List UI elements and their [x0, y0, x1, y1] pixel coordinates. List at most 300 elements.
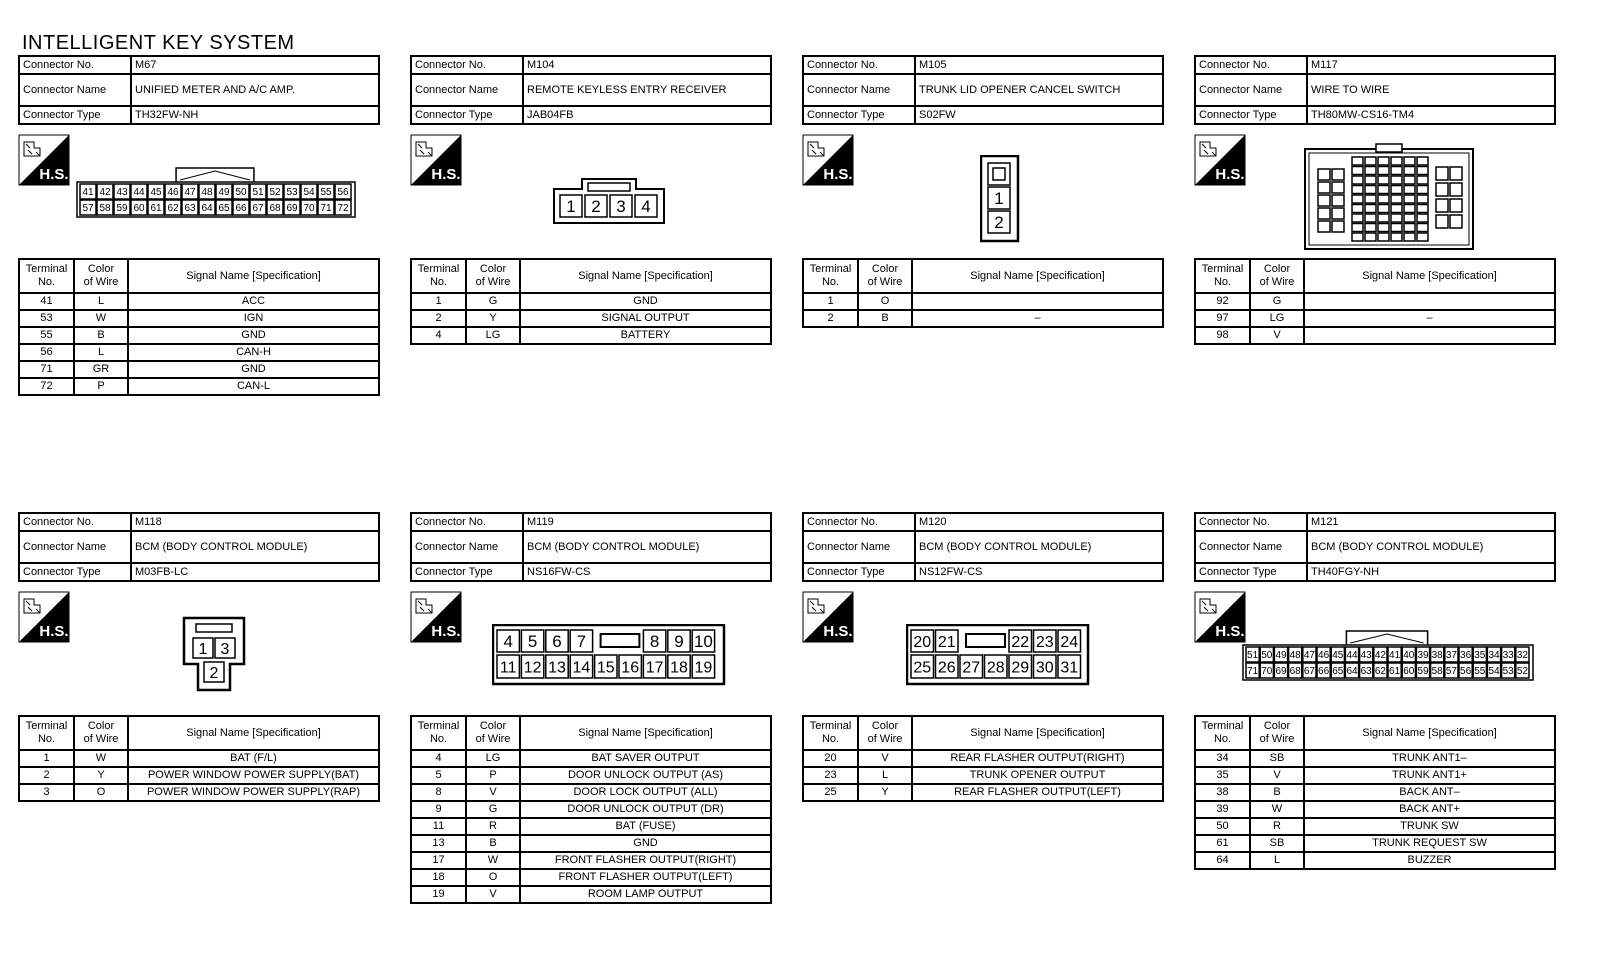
table-row: [803, 750, 1163, 767]
pin-number: 24: [1060, 633, 1079, 651]
connector-pin: [1365, 233, 1376, 241]
connector-name-label: Connector Name: [1195, 74, 1307, 106]
terminal-no-header: [803, 716, 858, 750]
table-row: [19, 310, 379, 327]
pin-number: 64: [1346, 666, 1358, 678]
terminal-no-cell: 9: [411, 801, 466, 818]
color-header-line2: of Wire: [83, 276, 119, 288]
wire-color-cell: W: [466, 852, 520, 869]
signal-name-cell: [1304, 293, 1555, 310]
pin-number: 56: [337, 187, 349, 199]
connector-no-row: [411, 513, 771, 531]
signal-table-header: [19, 716, 379, 750]
pin-number: 4: [503, 632, 513, 652]
terminal-header-line2: No.: [1213, 276, 1232, 288]
terminal-no-cell: 61: [1195, 835, 1250, 852]
connector-name-label: Connector Name: [19, 531, 131, 563]
connector-pin: [1404, 214, 1415, 222]
connector-block: [410, 55, 772, 341]
terminal-header-line1: Terminal: [417, 263, 460, 275]
signal-name-cell: DOOR LOCK OUTPUT (ALL): [520, 784, 771, 801]
connector-pin: [1365, 167, 1376, 175]
connector-pin: [1404, 205, 1415, 213]
color-header-line1: Color: [1263, 720, 1291, 732]
connector-type-label: Connector Type: [411, 563, 523, 581]
table-row: [1195, 310, 1555, 327]
signal-table-header: [19, 259, 379, 293]
signal-table-header: [803, 259, 1163, 293]
connector-pin: [1404, 233, 1415, 241]
connector-pin: [1417, 233, 1428, 241]
harness-side-icon: [802, 134, 854, 186]
pin-number: 49: [1275, 650, 1287, 662]
terminal-no-cell: 1: [411, 293, 466, 310]
connector-name-value: BCM (BODY CONTROL MODULE): [131, 531, 379, 563]
terminal-header-line2: No.: [37, 733, 56, 745]
color-header-line2: of Wire: [1259, 733, 1295, 745]
table-row: [19, 361, 379, 378]
connector-pin: [1352, 167, 1363, 175]
connector-pin: [1391, 157, 1402, 165]
connector-pin: [1378, 167, 1389, 175]
connector-block: [18, 512, 380, 798]
table-row: [411, 818, 771, 835]
pin-number: 45: [1332, 650, 1344, 662]
connector-type-value: S02FW: [915, 106, 1163, 124]
connector-type-label: Connector Type: [19, 563, 131, 581]
connector-pin: [1391, 176, 1402, 184]
connector-pin: [1450, 167, 1462, 180]
signal-table-header: [1195, 259, 1555, 293]
pin-number: 4: [641, 197, 651, 217]
pin-number: 66: [235, 203, 247, 215]
connector-no-value: M105: [915, 56, 1163, 74]
connector-type-value: NS12FW-CS: [915, 563, 1163, 581]
connector-header-table: [410, 55, 772, 125]
signal-name-cell: –: [1304, 310, 1555, 327]
color-header: [1250, 716, 1304, 750]
signal-name-cell: [1304, 327, 1555, 344]
connector-pin: [1450, 183, 1462, 196]
color-header-line1: Color: [479, 263, 507, 275]
pin-number: 49: [218, 187, 230, 199]
terminal-no-header: [803, 259, 858, 293]
harness-side-icon: [18, 591, 70, 643]
pin-number: 38: [1431, 650, 1443, 662]
pin-number: 62: [1374, 666, 1386, 678]
table-row: [411, 767, 771, 784]
signal-name-cell: BAT (FUSE): [520, 818, 771, 835]
connector-header-table: [410, 512, 772, 582]
signal-name-cell: POWER WINDOW POWER SUPPLY(BAT): [128, 767, 379, 784]
connector-pin: [1417, 214, 1428, 222]
table-row: [411, 801, 771, 818]
terminal-header-line2: No.: [1213, 733, 1232, 745]
connector-pin: [1417, 195, 1428, 203]
wire-color-cell: G: [466, 801, 520, 818]
terminal-no-header: [19, 716, 74, 750]
wire-color-cell: V: [1250, 327, 1304, 344]
pin-number: 72: [337, 203, 349, 215]
connector-no-label: Connector No.: [803, 513, 915, 531]
connector-pin: [1352, 157, 1363, 165]
wire-color-cell: V: [858, 750, 912, 767]
connector-pin: [1365, 157, 1376, 165]
connector-pin: [1332, 195, 1344, 206]
terminal-header-line1: Terminal: [25, 720, 68, 732]
signal-table-header: [411, 716, 771, 750]
terminal-no-cell: 39: [1195, 801, 1250, 818]
wire-color-cell: SB: [1250, 835, 1304, 852]
connector-pin: [1378, 186, 1389, 194]
terminal-header-line2: No.: [37, 276, 56, 288]
pin-number: 46: [1318, 650, 1330, 662]
connector-no-row: [1195, 56, 1555, 74]
wire-color-cell: L: [1250, 852, 1304, 869]
pin-number: 25: [913, 659, 932, 677]
signal-name-cell: BATTERY: [520, 327, 771, 344]
connector-name-label: Connector Name: [803, 74, 915, 106]
pin-number: 67: [1303, 666, 1315, 678]
wire-color-cell: B: [1250, 784, 1304, 801]
pin-number: 52: [1516, 666, 1528, 678]
pin-number: 59: [116, 203, 128, 215]
connector-type-label: Connector Type: [803, 563, 915, 581]
pin-number: 70: [303, 203, 315, 215]
connector-type-row: [411, 563, 771, 581]
connector-no-label: Connector No.: [1195, 56, 1307, 74]
pin-number: 6: [552, 632, 562, 652]
pin-number: 22: [1011, 633, 1030, 651]
connector-type-value: NS16FW-CS: [523, 563, 771, 581]
connector-name-row: [19, 531, 379, 563]
signal-name-cell: –: [912, 310, 1163, 327]
connector-pin: [1404, 195, 1415, 203]
terminal-no-cell: 92: [1195, 293, 1250, 310]
terminal-no-cell: 19: [411, 886, 466, 903]
signal-name-cell: DOOR UNLOCK OUTPUT (DR): [520, 801, 771, 818]
connector-type-label: Connector Type: [19, 106, 131, 124]
connector-pin: [1404, 157, 1415, 165]
wire-color-cell: L: [74, 344, 128, 361]
terminal-no-header: [411, 259, 466, 293]
terminal-no-cell: 2: [411, 310, 466, 327]
connector-pin: [1378, 224, 1389, 232]
connector-no-row: [411, 56, 771, 74]
connector-header-table: [802, 512, 1164, 582]
signal-name-cell: BAT SAVER OUTPUT: [520, 750, 771, 767]
pin-number: 1: [994, 189, 1004, 209]
color-header-line1: Color: [87, 720, 115, 732]
connector-pin: [1378, 233, 1389, 241]
signal-name-cell: SIGNAL OUTPUT: [520, 310, 771, 327]
table-row: [803, 767, 1163, 784]
table-row: [19, 750, 379, 767]
connector-type-label: Connector Type: [1195, 563, 1307, 581]
pin-number: 57: [1445, 666, 1457, 678]
connector-name-row: [803, 74, 1163, 106]
table-row: [411, 750, 771, 767]
signal-name-cell: GND: [520, 293, 771, 310]
pin-number: 17: [645, 659, 664, 677]
color-header-line1: Color: [479, 720, 507, 732]
pin-number: 67: [252, 203, 264, 215]
pin-number: 2: [591, 197, 601, 217]
wire-color-cell: GR: [74, 361, 128, 378]
connector-pin: [1365, 176, 1376, 184]
table-row: [411, 886, 771, 903]
connector-header-table: [1194, 512, 1556, 582]
terminal-no-cell: 18: [411, 869, 466, 886]
connector-no-value: M118: [131, 513, 379, 531]
connector-no-value: M121: [1307, 513, 1555, 531]
connector-pin: [1404, 186, 1415, 194]
pin-number: 33: [1502, 650, 1514, 662]
signal-table: [18, 715, 380, 802]
connector-block: [1194, 512, 1556, 866]
terminal-no-cell: 41: [19, 293, 74, 310]
wire-color-cell: O: [858, 293, 912, 310]
table-row: [411, 835, 771, 852]
terminal-no-cell: 17: [411, 852, 466, 869]
pin-number: 41: [82, 187, 94, 199]
signal-name-cell: BACK ANT–: [1304, 784, 1555, 801]
signal-name-cell: POWER WINDOW POWER SUPPLY(RAP): [128, 784, 379, 801]
terminal-no-cell: 98: [1195, 327, 1250, 344]
connector-face: [980, 155, 1020, 243]
table-row: [19, 378, 379, 395]
signal-name-cell: ACC: [128, 293, 379, 310]
wire-color-cell: R: [1250, 818, 1304, 835]
pin-number: 10: [693, 632, 713, 652]
connector-header-table: [18, 512, 380, 582]
wire-color-cell: Y: [74, 767, 128, 784]
signal-name-cell: FRONT FLASHER OUTPUT(RIGHT): [520, 852, 771, 869]
terminal-no-cell: 2: [803, 310, 858, 327]
pin-number: 47: [184, 187, 196, 199]
connector-type-row: [803, 106, 1163, 124]
connector-name-row: [1195, 531, 1555, 563]
connector-block: [802, 55, 1164, 324]
signal-table-header: [803, 716, 1163, 750]
terminal-no-header: [411, 716, 466, 750]
pin-number: 51: [252, 187, 264, 199]
table-row: [1195, 293, 1555, 310]
signal-name-cell: REAR FLASHER OUTPUT(LEFT): [912, 784, 1163, 801]
pin-number: 46: [167, 187, 179, 199]
pin-number: 37: [1445, 650, 1457, 662]
connector-no-value: M117: [1307, 56, 1555, 74]
pin-number: 15: [596, 659, 615, 677]
connector-pin: [1365, 205, 1376, 213]
wire-color-cell: O: [466, 869, 520, 886]
color-header-line2: of Wire: [1259, 276, 1295, 288]
pin-number: 39: [1417, 650, 1429, 662]
connector-no-value: M120: [915, 513, 1163, 531]
pin-number: 14: [572, 659, 591, 677]
signal-header: Signal Name [Specification]: [128, 716, 379, 750]
signal-name-cell: CAN-L: [128, 378, 379, 395]
pin-number: 12: [523, 659, 542, 677]
connector-no-label: Connector No.: [803, 56, 915, 74]
hs-label: H.S.: [39, 623, 69, 640]
connector-name-label: Connector Name: [803, 531, 915, 563]
signal-name-cell: [912, 293, 1163, 310]
table-row: [411, 293, 771, 310]
terminal-header-line1: Terminal: [809, 720, 852, 732]
connector-no-row: [1195, 513, 1555, 531]
pin-number: 68: [1289, 666, 1301, 678]
pin-number: 51: [1247, 650, 1259, 662]
connector-type-row: [19, 106, 379, 124]
pin-number: 27: [962, 659, 981, 677]
harness-side-icon: [410, 134, 462, 186]
wire-color-cell: G: [466, 293, 520, 310]
terminal-no-cell: 97: [1195, 310, 1250, 327]
pin-number: 3: [616, 197, 626, 217]
color-header-line2: of Wire: [475, 733, 511, 745]
table-row: [411, 327, 771, 344]
signal-table: [410, 715, 772, 904]
signal-table: [802, 258, 1164, 328]
connector-no-label: Connector No.: [411, 56, 523, 74]
connector-pin: [1352, 195, 1363, 203]
wire-color-cell: W: [74, 750, 128, 767]
connector-pin: [1417, 176, 1428, 184]
terminal-no-cell: 55: [19, 327, 74, 344]
wire-color-cell: P: [466, 767, 520, 784]
pin-number: 32: [1516, 650, 1528, 662]
signal-name-cell: REAR FLASHER OUTPUT(RIGHT): [912, 750, 1163, 767]
connector-pin: [1391, 195, 1402, 203]
connector-pin: [1365, 186, 1376, 194]
connector-block: [802, 512, 1164, 798]
color-header-line2: of Wire: [867, 733, 903, 745]
terminal-no-cell: 53: [19, 310, 74, 327]
table-row: [1195, 784, 1555, 801]
signal-name-cell: BAT (F/L): [128, 750, 379, 767]
pin-number: 58: [1431, 666, 1443, 678]
pin-number: 26: [937, 659, 956, 677]
connector-no-label: Connector No.: [19, 513, 131, 531]
connector-type-row: [803, 563, 1163, 581]
pin-number: 59: [1417, 666, 1429, 678]
table-row: [1195, 327, 1555, 344]
connector-no-label: Connector No.: [411, 513, 523, 531]
connector-face: [906, 624, 1090, 686]
pin-number: 70: [1261, 666, 1273, 678]
page-title: INTELLIGENT KEY SYSTEM: [22, 32, 295, 54]
signal-header: Signal Name [Specification]: [520, 259, 771, 293]
connector-pin: [1417, 186, 1428, 194]
connector-pin: [1378, 195, 1389, 203]
pin-number: 47: [1303, 650, 1315, 662]
pin-number: 55: [320, 187, 332, 199]
connector-pin: [1378, 214, 1389, 222]
pin-number: 34: [1488, 650, 1500, 662]
terminal-no-cell: 4: [411, 327, 466, 344]
connector-pin: [1404, 167, 1415, 175]
table-row: [1195, 750, 1555, 767]
hs-label: H.S.: [39, 166, 69, 183]
connector-face: [1242, 630, 1534, 682]
connector-no-row: [803, 513, 1163, 531]
pin-number: 71: [1247, 666, 1259, 678]
pin-number: 5: [527, 632, 538, 652]
connector-pin: [1352, 214, 1363, 222]
table-row: [411, 869, 771, 886]
pin-number: 43: [116, 187, 128, 199]
wire-color-cell: LG: [466, 750, 520, 767]
terminal-no-cell: 13: [411, 835, 466, 852]
connector-name-row: [803, 531, 1163, 563]
pin-number: 58: [99, 203, 111, 215]
connector-type-label: Connector Type: [411, 106, 523, 124]
connector-pin: [1352, 186, 1363, 194]
connector-type-value: JAB04FB: [523, 106, 771, 124]
terminal-no-cell: 72: [19, 378, 74, 395]
signal-table: [18, 258, 380, 396]
table-row: [19, 767, 379, 784]
color-header: [858, 716, 912, 750]
signal-name-cell: BUZZER: [1304, 852, 1555, 869]
connector-name-label: Connector Name: [1195, 531, 1307, 563]
pin-number: 2: [209, 664, 219, 682]
wire-color-cell: B: [858, 310, 912, 327]
connector-type-row: [1195, 106, 1555, 124]
wire-color-cell: Y: [858, 784, 912, 801]
signal-header: Signal Name [Specification]: [912, 259, 1163, 293]
connector-type-label: Connector Type: [1195, 106, 1307, 124]
wire-color-cell: B: [466, 835, 520, 852]
terminal-no-cell: 34: [1195, 750, 1250, 767]
table-row: [1195, 801, 1555, 818]
pin-number: 13: [548, 659, 566, 677]
terminal-no-cell: 8: [411, 784, 466, 801]
terminal-no-cell: 4: [411, 750, 466, 767]
terminal-no-cell: 11: [411, 818, 466, 835]
connector-pin: [1318, 208, 1330, 219]
signal-header: Signal Name [Specification]: [520, 716, 771, 750]
pin-number: 3: [220, 640, 230, 658]
signal-name-cell: BACK ANT+: [1304, 801, 1555, 818]
pin-number: 54: [303, 187, 315, 199]
wire-color-cell: LG: [466, 327, 520, 344]
signal-name-cell: IGN: [128, 310, 379, 327]
connector-no-value: M67: [131, 56, 379, 74]
pin-number: 21: [937, 633, 956, 651]
wire-color-cell: G: [1250, 293, 1304, 310]
wire-color-cell: L: [74, 293, 128, 310]
signal-name-cell: FRONT FLASHER OUTPUT(LEFT): [520, 869, 771, 886]
wire-color-cell: LG: [1250, 310, 1304, 327]
terminal-no-cell: 64: [1195, 852, 1250, 869]
connector-name-value: BCM (BODY CONTROL MODULE): [915, 531, 1163, 563]
terminal-no-cell: 5: [411, 767, 466, 784]
pin-number: 41: [1389, 650, 1401, 662]
connector-name-label: Connector Name: [411, 74, 523, 106]
pin-number: 50: [235, 187, 247, 199]
pin-number: 40: [1403, 650, 1415, 662]
connector-pin: [1391, 186, 1402, 194]
pin-number: 42: [99, 187, 111, 199]
wire-color-cell: V: [466, 886, 520, 903]
signal-name-cell: TRUNK ANT1+: [1304, 767, 1555, 784]
wire-color-cell: L: [858, 767, 912, 784]
pin-number: 55: [1474, 666, 1486, 678]
signal-name-cell: TRUNK SW: [1304, 818, 1555, 835]
color-header: [858, 259, 912, 293]
